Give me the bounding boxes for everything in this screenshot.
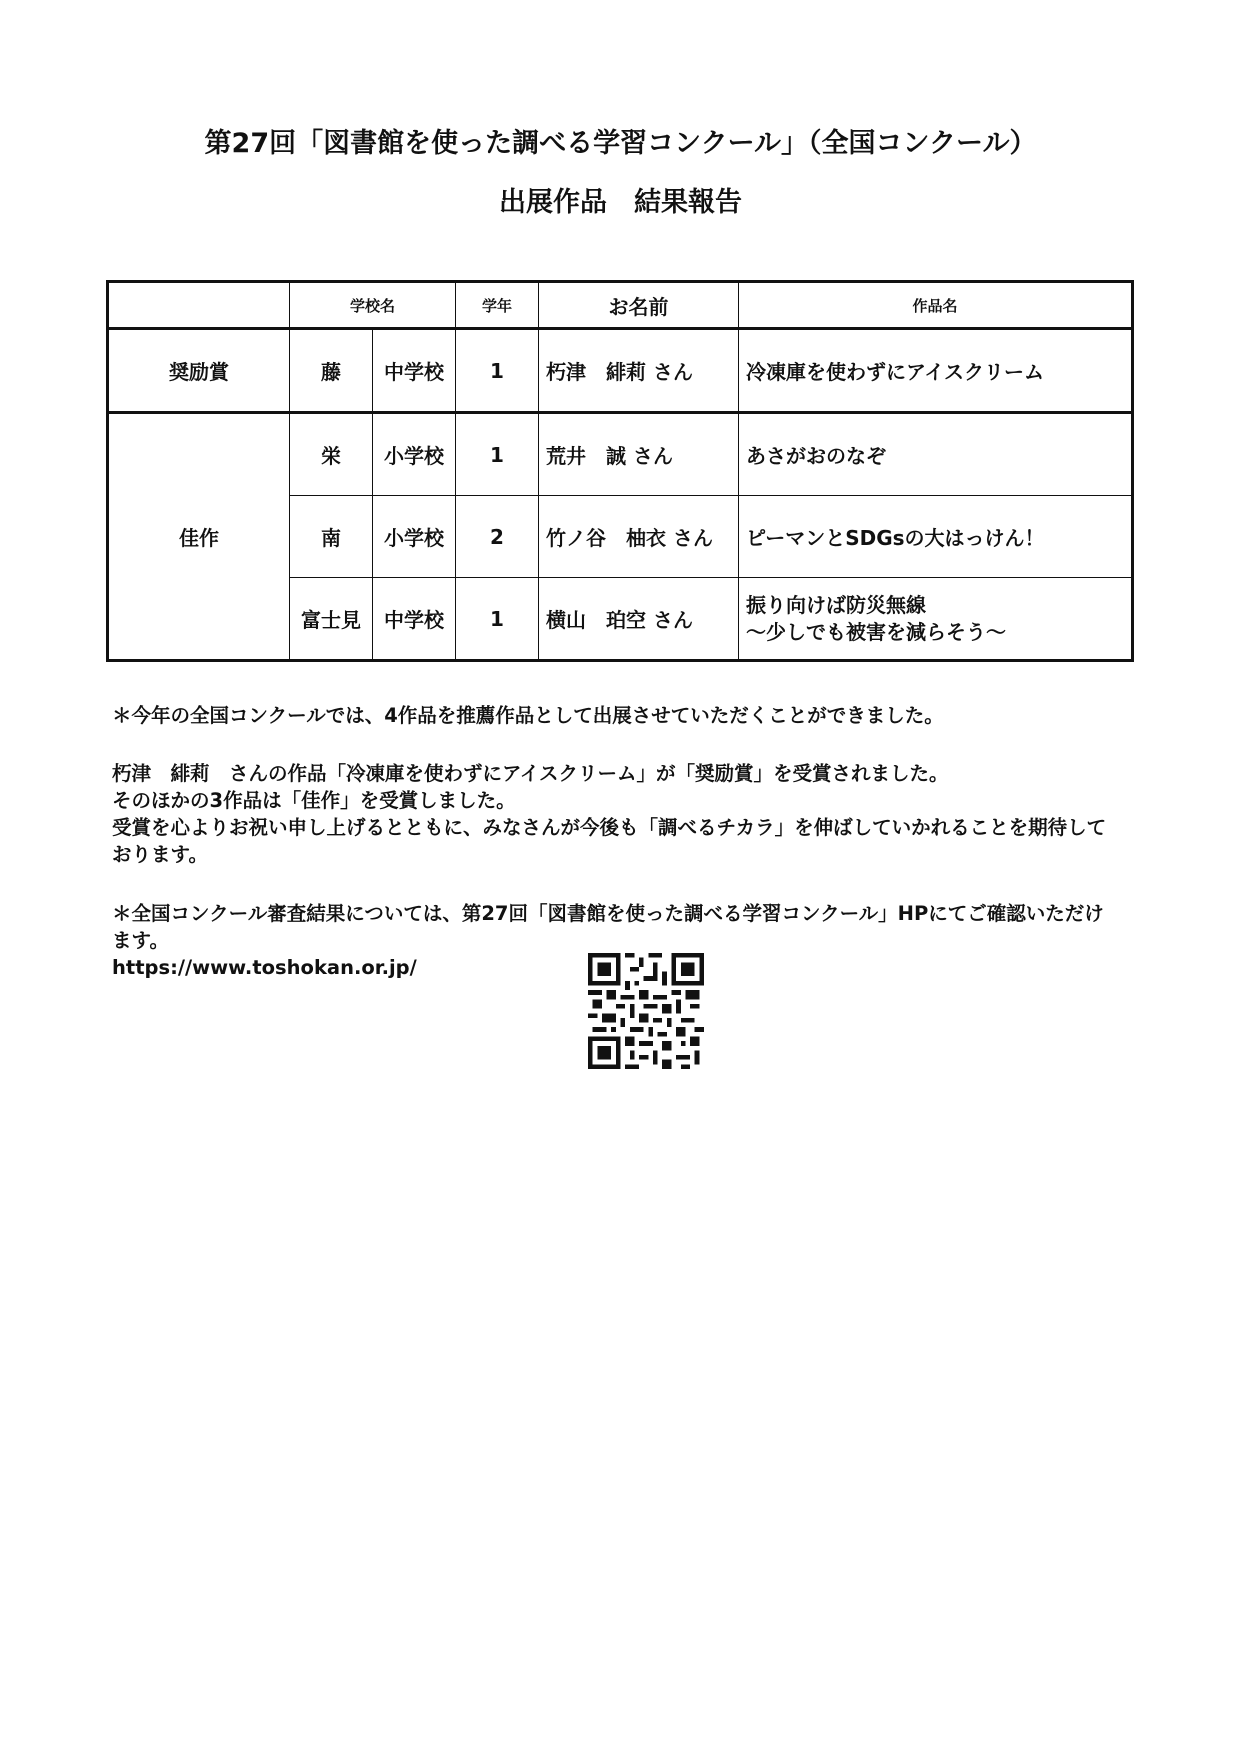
student-name-cell: 横山 珀空 さん [539, 578, 739, 661]
student-name-cell: 荒井 誠 さん [539, 413, 739, 496]
school-type-cell: 中学校 [373, 578, 456, 661]
note-paragraph: ＊今年の全国コンクールでは、4作品を推薦作品として出展させていただくことができました。 [112, 704, 944, 727]
table-header-row [108, 282, 1133, 329]
school-type-cell: 小学校 [373, 413, 456, 496]
school-name-cell: 栄 [290, 413, 373, 496]
award-cell: 奨励賞 [108, 329, 290, 413]
header-name: お名前 [539, 282, 739, 329]
work-title-cell: 冷凍庫を使わずにアイスクリーム [739, 329, 1133, 413]
grade-cell: 1 [456, 413, 539, 496]
work-title-cell: あさがおのなぞ [739, 413, 1133, 496]
table-row [108, 329, 1133, 413]
award-cell: 佳作 [108, 413, 290, 661]
qr-code-icon [588, 953, 704, 1069]
school-type-cell: 小学校 [373, 496, 456, 578]
school-name-cell: 富士見 [290, 578, 373, 661]
header-award [108, 282, 290, 329]
grade-cell: 2 [456, 496, 539, 578]
results-url[interactable]: https://www.toshokan.or.jp/ [112, 956, 417, 979]
page-title: 第27回「図書館を使った調べる学習コンクール」（全国コンクール） [204, 128, 1037, 159]
results-note: ＊全国コンクール審査結果については、第27回「図書館を使った調べる学習コンクール」HPにてご確認いただけます。 [112, 902, 1104, 952]
grade-cell: 1 [456, 578, 539, 661]
grade-cell: 1 [456, 329, 539, 413]
award-line: 朽津 緋莉 さんの作品「冷凍庫を使わずにアイスクリーム」が「奨励賞」を受賞されました。 [112, 762, 949, 785]
header-grade: 学年 [456, 282, 539, 329]
work-title-line: 振り向けば防災無線 [746, 592, 927, 617]
student-name-cell: 竹ノ谷 柚衣 さん [539, 496, 739, 578]
work-title-cell: ピーマンとSDGsの大はっけん！ [739, 496, 1133, 578]
school-name-cell: 藤 [290, 329, 373, 413]
award-line: そのほかの3作品は「佳作」を受賞しました。 [112, 789, 516, 812]
results-table [106, 280, 1134, 662]
student-name-cell: 朽津 緋莉 さん [539, 329, 739, 413]
page-subtitle: 出展作品 結果報告 [499, 187, 742, 218]
table-row [108, 413, 1133, 496]
work-title-cell [739, 578, 1133, 661]
header-school: 学校名 [290, 282, 456, 329]
school-name-cell: 南 [290, 496, 373, 578]
school-type-cell: 中学校 [373, 329, 456, 413]
header-work: 作品名 [739, 282, 1133, 329]
award-line: 受賞を心よりお祝い申し上げるとともに、みなさんが今後も「調べるチカラ」を伸ばしていかれることを期待しております。 [112, 816, 1107, 866]
work-subtitle-line: ～少しでも被害を減らそう～ [746, 619, 1007, 644]
award-paragraph [112, 760, 1122, 868]
